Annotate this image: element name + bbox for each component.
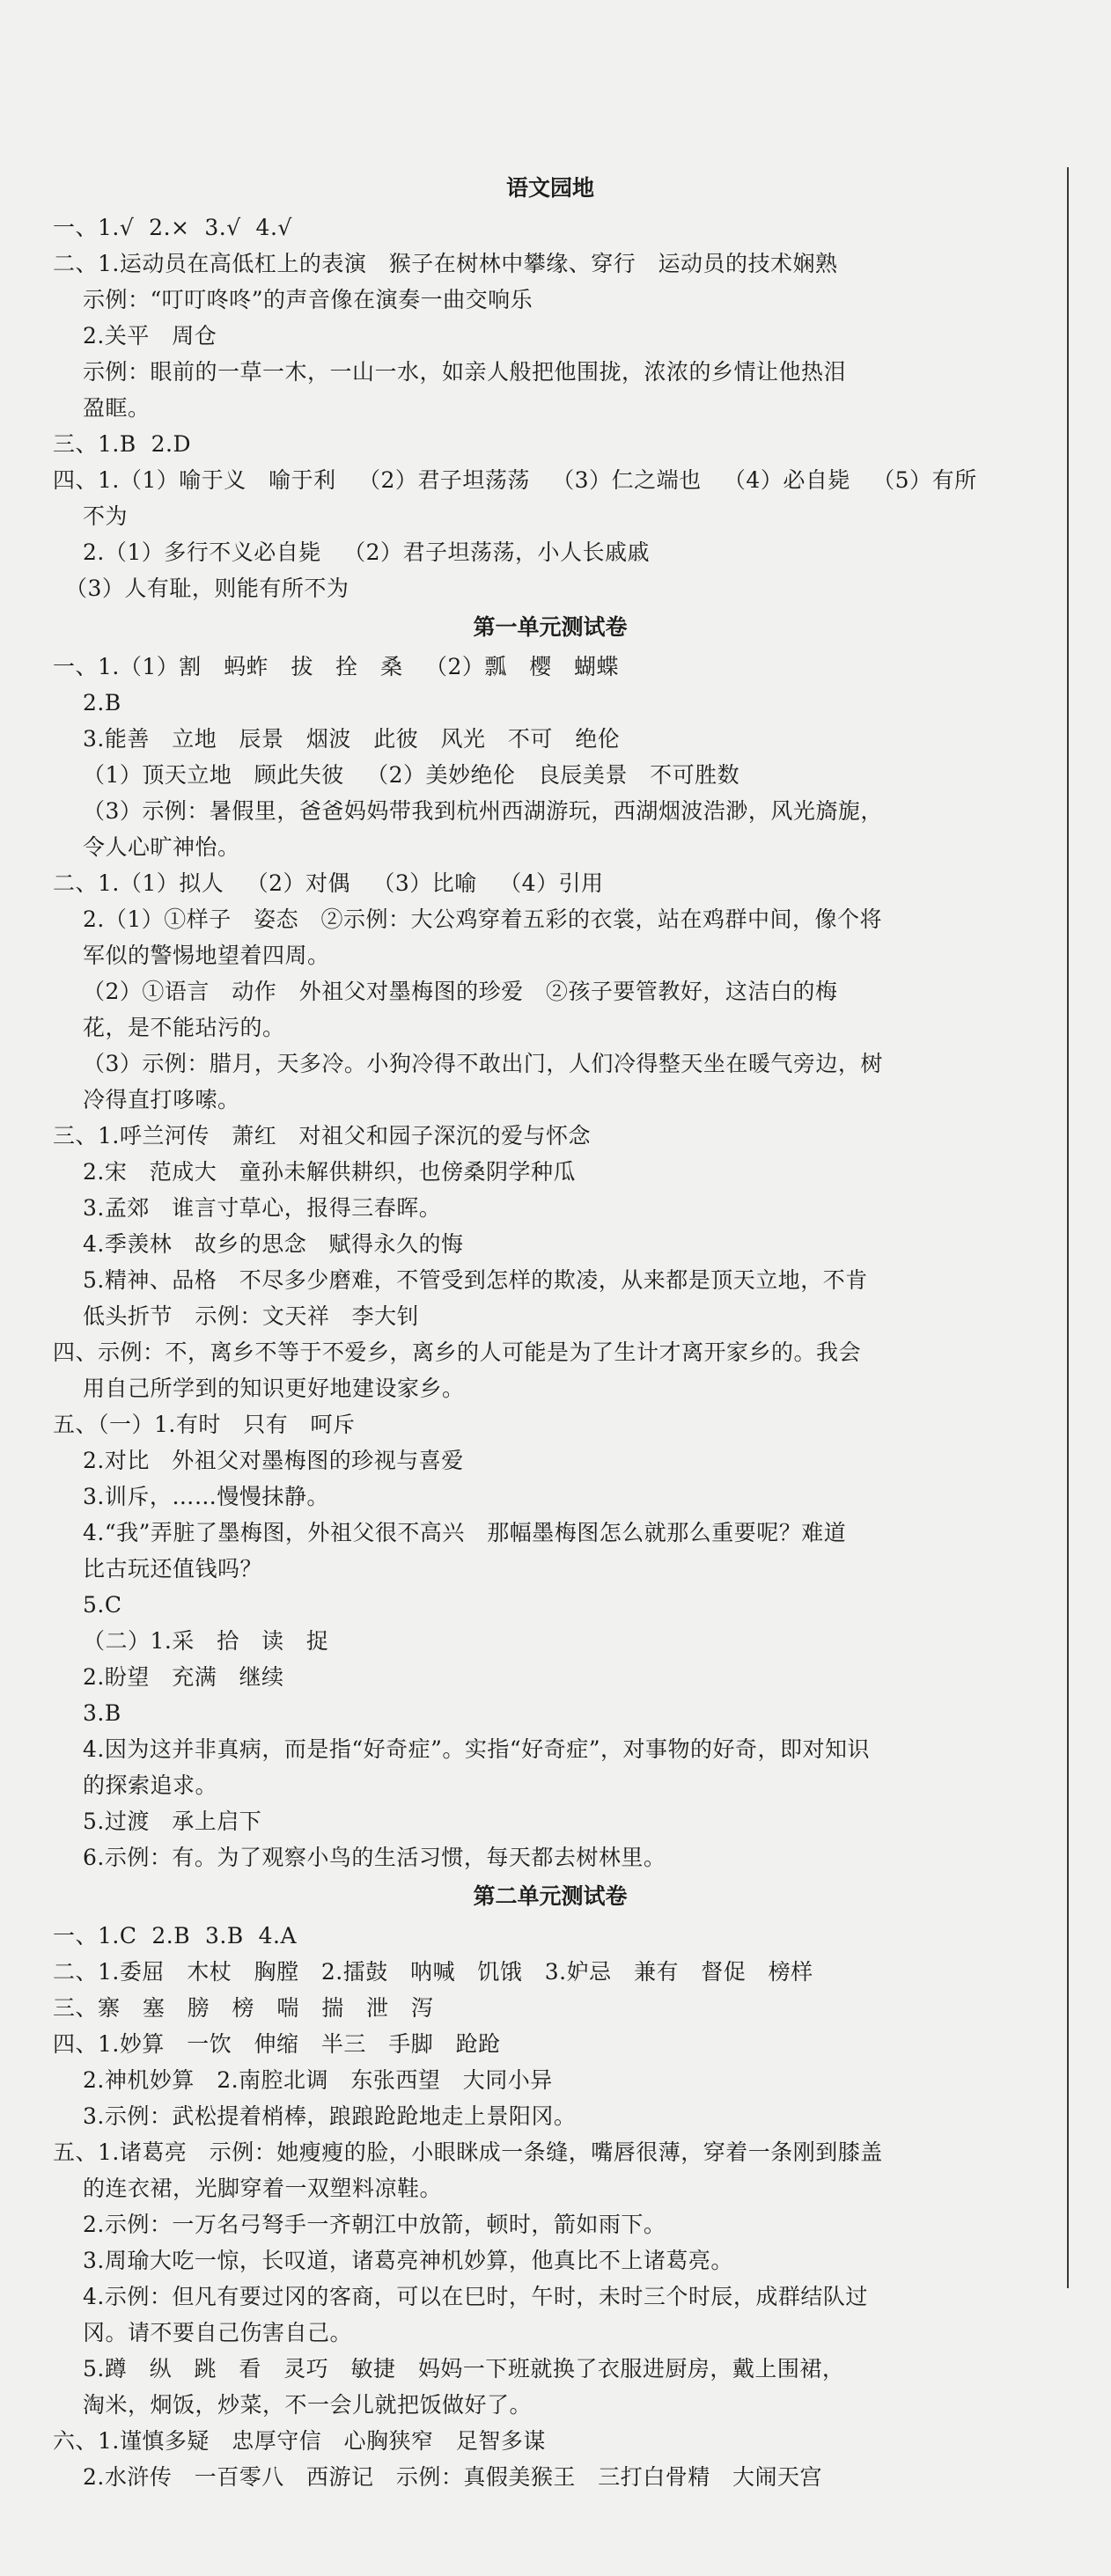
answer-line: 4.因为这并非真病，而是指“好奇症”。实指“好奇症”，对事物的好奇，即对知识 [83, 1736, 870, 1762]
answer-line: 6.示例：有。为了观察小鸟的生活习惯，每天都去树林里。 [83, 1845, 666, 1870]
answer-line: 2.宋 范成大 童孙未解供耕织，也傍桑阴学种瓜 [83, 1159, 577, 1185]
answer-line: （3）示例：暑假里，爸爸妈妈带我到杭州西湖游玩，西湖烟波浩渺，风光旖旎， [83, 798, 883, 824]
answer-line: 四、示例：不，离乡不等于不爱乡，离乡的人可能是为了生计才离开家乡的。我会 [53, 1339, 862, 1365]
answer-line: 花，是不能玷污的。 [83, 1015, 285, 1040]
answer-line: 三、1.B 2.D [53, 431, 192, 457]
answer-line: 2.（1）①样子 姿态 ②示例：大公鸡穿着五彩的衣裳，站在鸡群中间，像个将 [83, 906, 882, 932]
answer-line: 2.示例：一万名弓弩手一齐朝江中放箭，顿时，箭如雨下。 [83, 2212, 666, 2237]
answer-line: 六、1.谨慎多疑 忠厚守信 心胸狭窄 足智多谋 [53, 2428, 546, 2454]
answer-line: 3.能善 立地 辰景 烟波 此彼 风光 不可 绝伦 [83, 726, 621, 752]
answer-line: 示例：“叮叮咚咚”的声音像在演奏一曲交响乐 [83, 287, 533, 312]
answer-line: 2.盼望 充满 继续 [83, 1664, 284, 1690]
answer-line: 盈眶。 [83, 395, 151, 421]
answer-line: 淘米，炯饭，炒菜，不一会儿就把饭做好了。 [83, 2392, 533, 2418]
answer-line: 5.蹲 纵 跳 看 灵巧 敏捷 妈妈一下班就换了衣服进厨房，戴上围裙， [83, 2356, 845, 2382]
answer-line: 三、1.呼兰河传 萧红 对祖父和园子深沉的爱与怀念 [53, 1123, 592, 1149]
answer-line: 5.精神、品格 不尽多少磨难，不管受到怎样的欺凌，从来都是顶天立地，不肯 [83, 1267, 868, 1293]
right-margin-rule [1067, 167, 1069, 2288]
answer-content [53, 167, 1048, 2495]
answer-line: 三、寨 塞 膀 榜 喘 揣 泄 泻 [53, 1995, 434, 2021]
answer-line: 比古玩还值钱吗？ [83, 1556, 263, 1582]
section-heading: 语文园地 [505, 175, 594, 201]
answer-line: 令人心旷神怡。 [83, 834, 240, 860]
answer-line: 5.过渡 承上启下 [83, 1809, 262, 1834]
answer-line: 一、1.C 2.B 3.B 4.A [53, 1923, 298, 1949]
answer-line: 军似的警惕地望着四周。 [83, 943, 330, 968]
answer-line: 3.孟郊 谁言寸草心，报得三春晖。 [83, 1195, 442, 1221]
answer-line: 示例：眼前的一草一木，一山一水，如亲人般把他围拢，浓浓的乡情让他热泪 [83, 359, 847, 385]
answer-line: 3.B [83, 1700, 121, 1726]
answer-line: 4.季羡林 故乡的思念 赋得永久的悔 [83, 1231, 464, 1257]
answer-line: 五、1.诸葛亮 示例：她瘦瘦的脸，小眼眯成一条缝，嘴唇很薄，穿着一条刚到膝盖 [53, 2139, 883, 2165]
answer-line: 2.神机妙算 2.南腔北调 东张西望 大同小异 [83, 2067, 553, 2093]
answer-line: 2.（1）多行不义必自毙 （2）君子坦荡荡，小人长戚戚 [83, 539, 651, 565]
section-heading: 第二单元测试卷 [473, 1883, 628, 1909]
answer-line: 不为 [83, 503, 129, 529]
answer-line: 2.关平 周仓 [83, 323, 217, 349]
answer-line: 低头折节 示例：文天祥 李大钊 [83, 1303, 420, 1329]
answer-line: 四、1.妙算 一饮 伸缩 半三 手脚 跄跄 [53, 2031, 501, 2057]
answer-line: （1）顶天立地 顾此失彼 （2）美妙绝伦 良辰美景 不可胜数 [83, 762, 740, 788]
answer-line: 3.训斥，……慢慢抹静。 [83, 1484, 329, 1509]
answer-line: 一、1.√ 2.× 3.√ 4.√ [53, 215, 292, 240]
answer-line: 3.周瑜大吃一惊，长叹道，诸葛亮神机妙算，他真比不上诸葛亮。 [83, 2248, 733, 2273]
answer-line: 5.C [83, 1592, 122, 1618]
section-heading: 第一单元测试卷 [473, 614, 628, 640]
answer-line: 用自己所学到的知识更好地建设家乡。 [83, 1376, 465, 1401]
answer-line: （2）①语言 动作 外祖父对墨梅图的珍爱 ②孩子要管教好，这洁白的梅 [83, 979, 838, 1004]
answer-line: 3.示例：武松提着梢棒，踉踉跄跄地走上景阳冈。 [83, 2103, 577, 2129]
answer-line: （二）1.采 拾 读 捉 [83, 1628, 329, 1654]
answer-line: 2.B [83, 690, 121, 716]
answer-line: 2.水浒传 一百零八 西游记 示例：真假美猴王 三打白骨精 大闹天宫 [83, 2464, 823, 2490]
answer-line: 的连衣裙，光脚穿着一双塑料凉鞋。 [83, 2176, 443, 2201]
answer-line: 4.示例：但凡有要过冈的客商，可以在巳时，午时，未时三个时辰，成群结队过 [83, 2284, 868, 2309]
answer-line: （3）示例：腊月，天多冷。小狗冷得不敢出门，人们冷得整天坐在暖气旁边，树 [83, 1051, 883, 1076]
answer-line: 2.对比 外祖父对墨梅图的珍视与喜爱 [83, 1448, 464, 1473]
answer-line: 一、1.（1）割 蚂蚱 拔 拴 桑 （2）瓢 樱 蝴蝶 [53, 654, 620, 679]
answer-line: 冷得直打哆嗦。 [83, 1087, 240, 1112]
answer-line: 四、1.（1）喻于义 喻于利 （2）君子坦荡荡 （3）仁之端也 （4）必自毙 （5）有所 [53, 467, 977, 493]
answer-line: 二、1.运动员在高低杠上的表演 猴子在树林中攀缘、穿行 运动员的技术娴熟 [53, 251, 838, 276]
answer-line: 二、1.委屈 木杖 胸膛 2.擂鼓 呐喊 饥饿 3.妒忌 兼有 督促 榜样 [53, 1959, 813, 1985]
answer-line: 4.“我”弄脏了墨梅图，外祖父很不高兴 那幅墨梅图怎么就那么重要呢？难道 [83, 1520, 847, 1545]
answer-line: 五、（一）1.有时 只有 呵斥 [53, 1412, 356, 1437]
answer-line: （3）人有耻，则能有所不为 [65, 576, 349, 601]
answer-line: 的探索追求。 [83, 1772, 218, 1798]
answer-line: 二、1.（1）拟人 （2）对偶 （3）比喻 （4）引用 [53, 870, 604, 896]
answer-line: 冈。请不要自己伤害自己。 [83, 2320, 353, 2345]
